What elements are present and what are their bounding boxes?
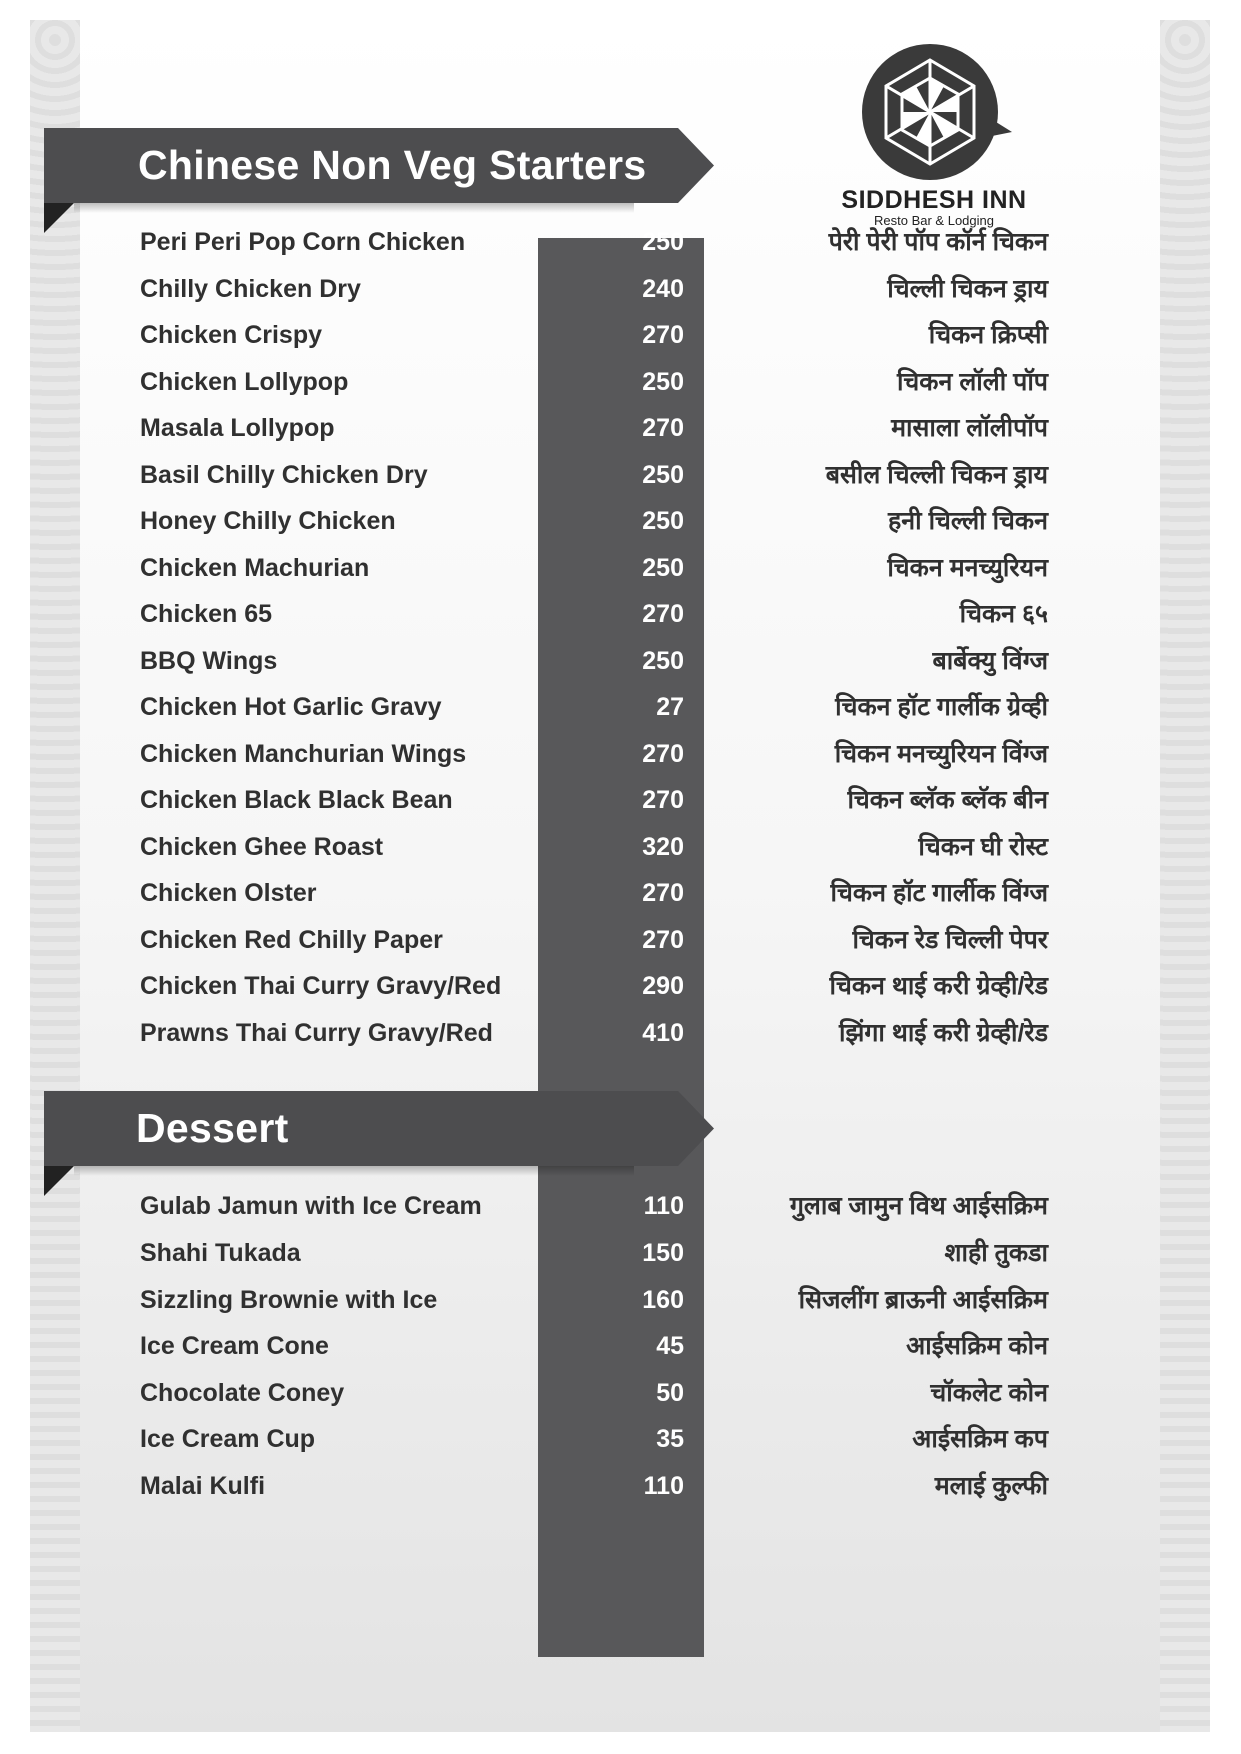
item-price: 410 xyxy=(642,1019,684,1047)
item-name-marathi: चिल्ली चिकन ड्राय xyxy=(887,275,1048,303)
item-name-marathi: चिकन थाई करी ग्रेव्ही/रेड xyxy=(829,972,1048,1000)
menu-item xyxy=(30,362,1180,402)
item-name-marathi: चिकन हॉट गार्लीक ग्रेव्ही xyxy=(835,693,1048,721)
item-price: 250 xyxy=(642,507,684,535)
menu-item xyxy=(30,1013,1180,1053)
item-name-marathi: चिकन लॉली पॉप xyxy=(896,368,1048,396)
item-price: 250 xyxy=(642,461,684,489)
item-name: Masala Lollypop xyxy=(140,414,335,442)
item-name: Peri Peri Pop Corn Chicken xyxy=(140,228,466,256)
menu-item xyxy=(30,594,1180,634)
item-name: Chicken Hot Garlic Gravy xyxy=(140,693,442,721)
item-price: 150 xyxy=(642,1239,684,1267)
item-price: 50 xyxy=(656,1379,684,1407)
menu-item xyxy=(30,1326,1180,1366)
item-name-marathi: चिकन मनच्युरियन विंग्ज xyxy=(834,740,1048,768)
menu-item xyxy=(30,1373,1180,1413)
menu-item xyxy=(30,966,1180,1006)
section-banner-dessert xyxy=(30,1091,730,1201)
menu-item xyxy=(30,501,1180,541)
item-name: Prawns Thai Curry Gravy/Red xyxy=(140,1019,493,1047)
item-price: 270 xyxy=(642,786,684,814)
item-price: 110 xyxy=(643,1472,684,1500)
item-name: Chicken Olster xyxy=(140,879,317,907)
item-name: Chicken Manchurian Wings xyxy=(140,740,467,768)
item-price: 250 xyxy=(642,368,684,396)
menu-item xyxy=(30,408,1180,448)
item-name: Ice Cream Cup xyxy=(140,1425,316,1453)
item-name: Basil Chilly Chicken Dry xyxy=(140,461,428,489)
item-name-marathi: झिंगा थाई करी ग्रेव्ही/रेड xyxy=(838,1019,1048,1047)
menu-item xyxy=(30,548,1180,588)
item-name: Chicken Red Chilly Paper xyxy=(140,926,443,954)
menu-item xyxy=(30,780,1180,820)
item-price: 320 xyxy=(642,833,684,861)
item-price: 270 xyxy=(642,321,684,349)
brand-tagline: Resto Bar & Lodging xyxy=(874,213,994,228)
section-title: Dessert xyxy=(136,1105,289,1151)
item-name: Chocolate Coney xyxy=(140,1379,345,1407)
menu-item xyxy=(30,920,1180,960)
item-name-marathi: चिकन मनच्युरियन xyxy=(887,554,1048,582)
item-name-marathi: मलाई कुल्फी xyxy=(934,1472,1048,1500)
item-name: BBQ Wings xyxy=(140,647,278,675)
item-price: 270 xyxy=(642,414,684,442)
item-price: 45 xyxy=(656,1332,684,1360)
item-price: 270 xyxy=(642,926,684,954)
menu-item xyxy=(30,1280,1180,1320)
menu-page xyxy=(30,20,1210,1732)
item-price: 27 xyxy=(656,693,684,721)
item-name: Chilly Chicken Dry xyxy=(140,275,361,303)
menu-item xyxy=(30,455,1180,495)
menu-item xyxy=(30,734,1180,774)
item-name-marathi: बसील चिल्ली चिकन ड्राय xyxy=(825,461,1048,489)
item-name-marathi: बार्बेक्यु विंग्ज xyxy=(932,647,1048,675)
item-name: Chicken Crispy xyxy=(140,321,323,349)
item-name-marathi: चिकन क्रिप्सी xyxy=(928,321,1048,349)
section-title: Chinese Non Veg Starters xyxy=(138,142,647,188)
item-name: Chicken Lollypop xyxy=(140,368,349,396)
item-name: Malai Kulfi xyxy=(140,1472,266,1500)
item-name-marathi: आईसक्रिम कप xyxy=(912,1425,1048,1453)
menu-item xyxy=(30,1466,1180,1506)
item-name-marathi: चॉकलेट कोन xyxy=(930,1379,1048,1407)
item-name-marathi: चिकन ब्लॅक ब्लॅक बीन xyxy=(847,786,1048,814)
item-name-marathi: चिकन ६५ xyxy=(959,600,1048,628)
item-name-marathi: गुलाब जामुन विथ आईसक्रिम xyxy=(789,1192,1048,1220)
menu-item xyxy=(30,1419,1180,1459)
item-price: 270 xyxy=(642,879,684,907)
menu-item xyxy=(30,641,1180,681)
item-name: Chicken Thai Curry Gravy/Red xyxy=(140,972,502,1000)
item-name-marathi: चिकन रेड चिल्ली पेपर xyxy=(852,926,1048,954)
item-name: Ice Cream Cone xyxy=(140,1332,329,1360)
item-name-marathi: पेरी पेरी पॉप कॉर्न चिकन xyxy=(828,228,1048,256)
item-name: Chicken Ghee Roast xyxy=(140,833,384,861)
item-name-marathi: हनी चिल्ली चिकन xyxy=(888,507,1048,535)
menu-item xyxy=(30,827,1180,867)
item-price: 240 xyxy=(642,275,684,303)
item-name-marathi: आईसक्रिम कोन xyxy=(906,1332,1048,1360)
item-name-marathi: चिकन घी रोस्ट xyxy=(918,833,1048,861)
item-price: 290 xyxy=(642,972,684,1000)
item-name: Gulab Jamun with Ice Cream xyxy=(140,1192,482,1220)
item-name: Chicken Machurian xyxy=(140,554,370,582)
brand-name: SIDDHESH INN xyxy=(841,186,1027,214)
item-price: 270 xyxy=(642,600,684,628)
item-price: 160 xyxy=(642,1286,684,1314)
item-name: Chicken 65 xyxy=(140,600,273,628)
item-price: 35 xyxy=(656,1425,684,1453)
menu-item xyxy=(30,1186,1180,1226)
menu-item xyxy=(30,687,1180,727)
item-name: Shahi Tukada xyxy=(140,1239,301,1267)
item-price: 270 xyxy=(642,740,684,768)
item-name: Sizzling Brownie with Ice xyxy=(140,1286,438,1314)
item-name-marathi: मासाला लॉलीपॉप xyxy=(891,414,1048,442)
item-price: 110 xyxy=(643,1192,684,1220)
siddhesh-inn-logo-icon xyxy=(856,34,1012,190)
item-price: 250 xyxy=(642,554,684,582)
item-name-marathi: सिजलींग ब्राऊनी आईसक्रिम xyxy=(798,1286,1048,1314)
item-name: Chicken Black Black Bean xyxy=(140,786,453,814)
item-price: 250 xyxy=(642,228,684,256)
menu-item xyxy=(30,1233,1180,1273)
menu-item xyxy=(30,269,1180,309)
item-price: 250 xyxy=(642,647,684,675)
menu-item xyxy=(30,873,1180,913)
item-name: Honey Chilly Chicken xyxy=(140,507,396,535)
menu-item xyxy=(30,315,1180,355)
menu-item xyxy=(30,222,1180,262)
item-name-marathi: चिकन हॉट गार्लीक विंग्ज xyxy=(830,879,1048,907)
item-name-marathi: शाही तुकडा xyxy=(944,1239,1048,1267)
